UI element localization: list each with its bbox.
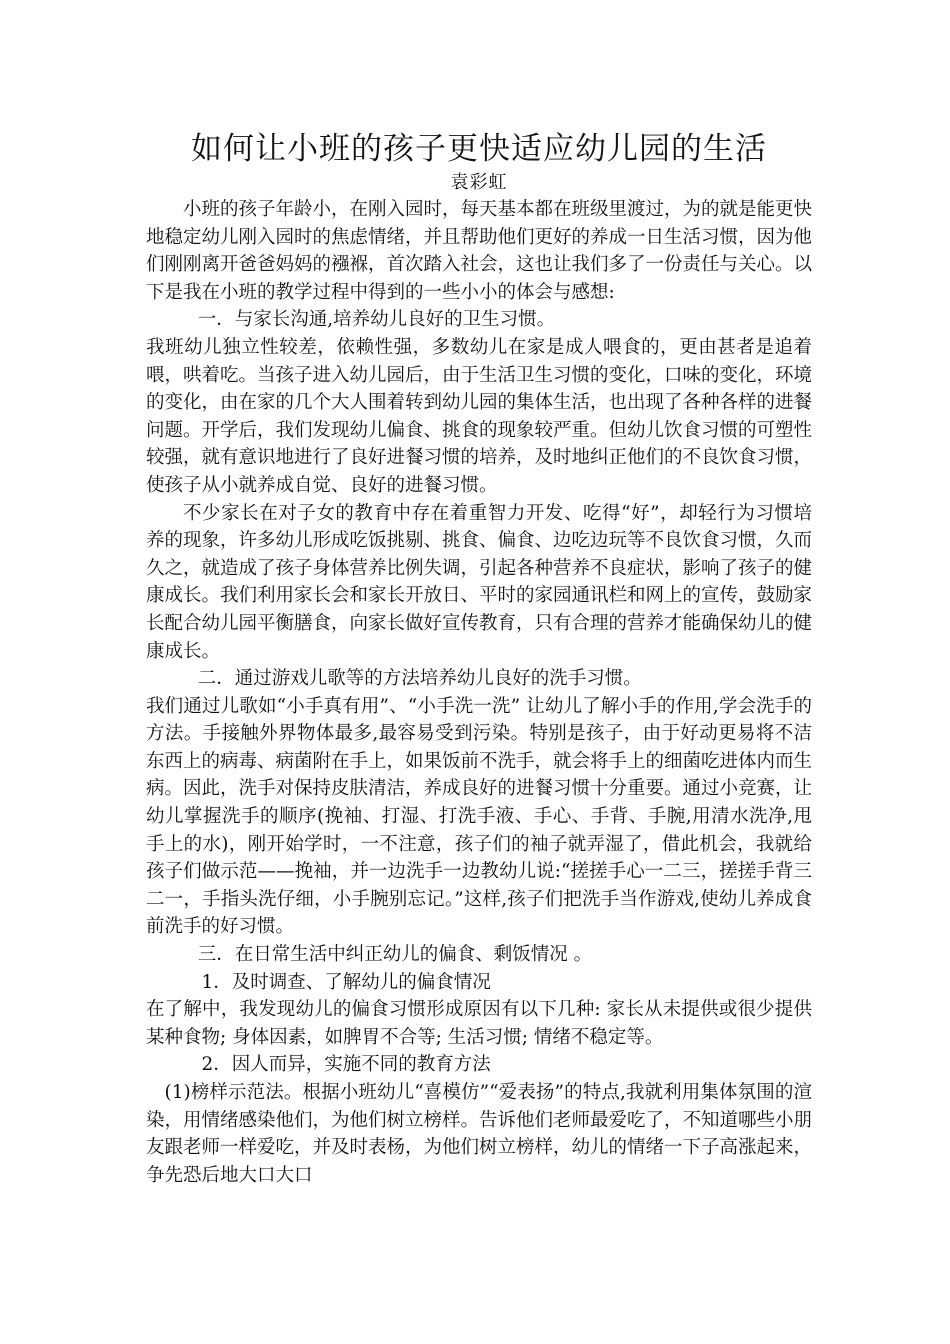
section-3-sub-2-paragraph: (1)榜样示范法。根据小班幼儿“喜模仿”“爱表扬”的特点,我就利用集体氛围的渲染，用情绪感染他们，为他们树立榜样。告诉他们老师最爱吃了，不知道哪些小朋友跟老师一样爱吃，并及时表杨，为他们树立榜样，幼儿的情绪一下子高涨起来，争先恐后地大口大口 <box>146 1082 813 1186</box>
section-3-sub-1-paragraph: 在了解中，我发现幼儿的偏食习惯形成原因有以下几种: 家长从未提供或很少提供某种食物; 身体因素，如脾胃不合等; 生活习惯; 情绪不稳定等。 <box>146 999 812 1048</box>
section-3-subheading-1: 1．及时调查、了解幼儿的偏食情况 <box>201 971 491 993</box>
document-title: 如何让小班的孩子更快适应幼儿园的生活 <box>191 131 767 167</box>
document-page <box>146 128 812 1189</box>
section-2-paragraph-1: 我们通过儿歌如“小手真有用”、“小手洗一洗” 让幼儿了解小手的作用,学会洗手的方法。手接触外界物体最多,最容易受到污染。特别是孩子，由于好动更易将不洁东西上的病毒、病菌附在手上，如果饭前不洗手，就会将手上的细菌吃进体内而生病。因此，洗手对保持皮肤清洁，养成良好的进餐习惯十分重要。通过小竞赛，让幼儿掌握洗手的顺序(挽袖、打湿、打洗手液、手心、手背、手腕,用清水洗净,甩手上的水)，刚开始学时，一不注意，孩子们的袖子就弄湿了，借此机会，我就给孩子们做示范——挽袖，并一边洗手一边教幼儿说:“搓搓手心一二三，搓搓手背三二一，手指头洗仔细，小手腕别忘记。”这样,孩子们把洗手当作游戏,使幼儿养成食前洗手的好习惯。 <box>146 695 813 938</box>
section-3-subheading-2: 2．因人而异，实施不同的教育方法 <box>201 1054 491 1076</box>
section-2-heading: 二．通过游戏儿歌等的方法培养幼儿良好的洗手习惯。 <box>197 668 642 690</box>
section-3-heading: 三．在日常生活中纠正幼儿的偏食、剩饭情况 。 <box>197 944 593 966</box>
intro-paragraph: 小班的孩子年龄小，在刚入园时，每天基本都在班级里渡过，为的就是能更快地稳定幼儿刚入园时的焦虑情绪，并且帮助他们更好的养成一日生活习惯，因为他们刚刚离开爸爸妈妈的襁褓，首次踏入社会，这也让我们多了一份责任与关心。以下是我在小班的教学过程中得到的一些小小的体会与感想: <box>146 199 813 303</box>
section-1-heading: 一．与家长沟通,培养幼儿良好的卫生习惯。 <box>197 309 556 331</box>
document-author: 袁彩虹 <box>450 172 508 193</box>
section-1-paragraph-1: 我班幼儿独立性较差，依赖性强，多数幼儿在家是成人喂食的，更由甚者是追着喂，哄着吃。当孩子进入幼儿园后，由于生活卫生习惯的变化，口味的变化，环境的变化，由在家的几个大人围着转到幼儿园的集体生活，也出现了各种各样的进餐问题。开学后，我们发现幼儿偏食、挑食的现象较严重。但幼儿饮食习惯的可塑性较强，就有意识地进行了良好进餐习惯的培养，及时地纠正他们的不良饮食习惯，使孩子从小就养成自觉、良好的进餐习惯。 <box>146 336 813 496</box>
section-1-paragraph-2: 不少家长在对子女的教育中存在着重智力开发、吃得“好”，却轻行为习惯培养的现象，许多幼儿形成吃饭挑剔、挑食、偏食、边吃边玩等不良饮食习惯，久而久之，就造成了孩子身体营养比例失调，引起各种营养不良症状，影响了孩子的健康成长。我们利用家长会和家长开放日、平时的家园通讯栏和网上的宣传，鼓励家长配合幼儿园平衡膳食，向家长做好宣传教育，只有合理的营养才能确保幼儿的健康成长。 <box>146 502 813 662</box>
